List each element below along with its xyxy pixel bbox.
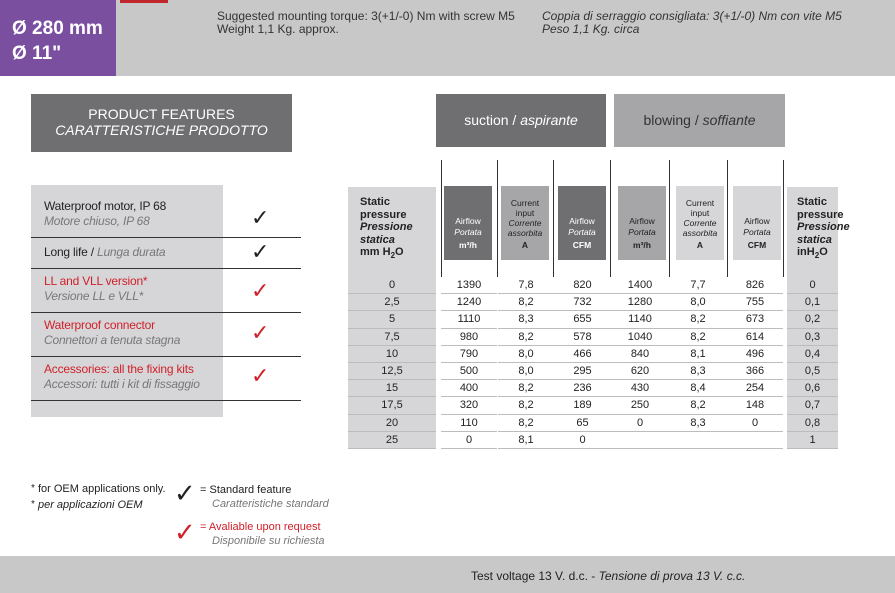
size-badge xyxy=(0,0,116,76)
cell-static-mm: 17,5 xyxy=(348,397,436,414)
request-check-icon: ✓ xyxy=(174,517,196,547)
feature-en: Long life / xyxy=(44,245,97,259)
request-legend-en: = Avaliable upon request xyxy=(200,521,321,533)
cell-static-in: 0,6 xyxy=(787,380,838,397)
cell-current-blowing: 7,7 xyxy=(669,277,727,294)
cell-airflow-cfm-suction: 236 xyxy=(554,380,611,397)
torque-en: Suggested mounting torque: 3(+1/-0) Nm with screw M5 xyxy=(217,9,515,23)
column-divider xyxy=(553,160,554,277)
feature-row xyxy=(31,313,301,357)
feature-it: Lunga durata xyxy=(96,245,166,259)
cell-static-mm: 2,5 xyxy=(348,294,436,311)
cell-airflow-m3h-suction: 790 xyxy=(441,346,497,363)
cell-airflow-m3h-suction: 500 xyxy=(441,363,497,380)
unit-sub: 2 xyxy=(814,251,820,261)
col-unit: m³/h xyxy=(633,240,651,250)
test-voltage-en: Test voltage 13 V. d.c. - xyxy=(471,569,599,583)
cell-static-in: 0,3 xyxy=(787,329,838,346)
standard-check-icon: ✓ xyxy=(174,478,196,508)
cell-current-blowing: 8,2 xyxy=(669,329,727,346)
cell-airflow-m3h-suction: 110 xyxy=(441,415,497,432)
cell-airflow-cfm-suction: 65 xyxy=(554,415,611,432)
oem-en: for OEM applications only. xyxy=(37,483,166,495)
table-row xyxy=(348,397,838,414)
feature-en: Waterproof connector xyxy=(44,318,155,332)
spec-italian xyxy=(542,10,842,36)
standard-legend-it: Caratteristiche standard xyxy=(212,498,329,510)
cell-current-suction: 8,1 xyxy=(498,432,554,449)
unit-part: inH xyxy=(797,246,815,258)
feature-en: LL and VLL version* xyxy=(44,274,148,288)
cell-airflow-m3h-blowing: 840 xyxy=(611,346,669,363)
col-label: input xyxy=(690,208,710,218)
test-voltage-it: Tensione di prova 13 V. c.c. xyxy=(598,569,746,583)
cell-airflow-cfm-suction: 655 xyxy=(554,311,611,328)
cell-airflow-cfm-suction: 820 xyxy=(554,277,611,294)
col-label: pressure xyxy=(360,208,407,221)
torque-it: Coppia di serraggio consigliata: 3(+1/-0) Nm con vite M5 xyxy=(542,9,842,23)
cell-airflow-cfm-blowing: 496 xyxy=(727,346,783,363)
col-label: statica xyxy=(360,233,395,246)
feature-row xyxy=(31,238,301,269)
cell-airflow-cfm-suction: 578 xyxy=(554,329,611,346)
cell-airflow-m3h-blowing: 620 xyxy=(611,363,669,380)
cell-airflow-m3h-suction: 0 xyxy=(441,432,497,449)
oem-it: per applicazioni OEM xyxy=(37,499,143,511)
unit-part: O xyxy=(395,246,404,258)
col-airflow-m3h-blowing xyxy=(618,186,666,260)
table-row xyxy=(348,380,838,397)
cell-airflow-cfm-blowing xyxy=(727,432,783,449)
col-label: Portata xyxy=(743,227,771,237)
cell-current-suction: 8,2 xyxy=(498,415,554,432)
cell-current-suction: 8,2 xyxy=(498,397,554,414)
blowing-it: soffiante xyxy=(702,112,756,128)
feature-en-line xyxy=(44,245,165,259)
cell-airflow-m3h-blowing: 250 xyxy=(611,397,669,414)
blowing-header xyxy=(614,94,785,147)
feature-row xyxy=(31,185,301,238)
col-label: Current xyxy=(685,198,715,208)
table-row xyxy=(348,311,838,328)
blowing-en: blowing / xyxy=(643,112,703,128)
feature-it: Motore chiuso, IP 68 xyxy=(44,214,150,228)
cell-current-blowing: 8,3 xyxy=(669,363,727,380)
cell-airflow-m3h-blowing: 1040 xyxy=(611,329,669,346)
cell-static-in: 0,7 xyxy=(787,397,838,414)
column-divider xyxy=(610,160,611,277)
col-unit: A xyxy=(521,240,529,250)
unit-part: mm H xyxy=(360,246,391,258)
request-check-icon: ✓ xyxy=(251,363,270,388)
cell-airflow-cfm-suction: 0 xyxy=(554,432,611,449)
cell-static-in: 0 xyxy=(787,277,838,294)
table-row xyxy=(348,363,838,380)
standard-check-icon: ✓ xyxy=(251,239,270,264)
table-row xyxy=(348,294,838,311)
col-label: Portata xyxy=(568,227,596,237)
col-label: Current xyxy=(510,198,540,208)
cell-airflow-cfm-blowing: 0 xyxy=(727,415,783,432)
features-title-it: CARATTERISTICHE PRODOTTO xyxy=(55,122,268,138)
col-label: Pressione xyxy=(797,221,850,233)
cell-current-blowing: 8,1 xyxy=(669,346,727,363)
col-label: assorbita xyxy=(682,228,718,238)
col-label: statica xyxy=(797,233,832,246)
cell-airflow-cfm-suction: 466 xyxy=(554,346,611,363)
suction-header xyxy=(436,94,606,147)
request-check-icon: ✓ xyxy=(251,320,270,345)
cell-airflow-cfm-blowing: 826 xyxy=(727,277,783,294)
col-label: Corrente xyxy=(683,218,717,228)
cell-current-suction: 8,2 xyxy=(498,294,554,311)
col-static-pressure-mm xyxy=(348,187,436,277)
col-label: Portata xyxy=(628,227,656,237)
cell-current-blowing: 8,2 xyxy=(669,311,727,328)
col-label: input xyxy=(515,208,535,218)
feature-en: Accessories: all the fixing kits xyxy=(44,362,194,376)
table-row xyxy=(348,329,838,346)
column-divider xyxy=(497,160,498,277)
table-row xyxy=(348,277,838,294)
cell-static-in: 0,2 xyxy=(787,311,838,328)
cell-airflow-m3h-suction: 1240 xyxy=(441,294,497,311)
column-divider xyxy=(441,160,442,277)
standard-legend-en: = Standard feature xyxy=(200,484,292,496)
cell-airflow-cfm-blowing: 148 xyxy=(727,397,783,414)
features-title xyxy=(31,94,292,152)
cell-airflow-m3h-suction: 980 xyxy=(441,329,497,346)
col-unit: A xyxy=(696,240,704,250)
col-label: assorbita xyxy=(507,228,543,238)
features-title-en: PRODUCT FEATURES xyxy=(88,106,235,122)
col-label: Corrente xyxy=(508,218,542,228)
cell-current-suction: 8,3 xyxy=(498,311,554,328)
col-static-pressure-in xyxy=(787,187,850,277)
cell-current-blowing xyxy=(669,432,727,449)
oem-note-en xyxy=(31,482,166,496)
cell-current-blowing: 8,3 xyxy=(669,415,727,432)
col-airflow-m3h-suction xyxy=(444,186,492,260)
cell-airflow-m3h-blowing: 1400 xyxy=(611,277,669,294)
col-label: pressure xyxy=(797,208,844,221)
column-divider xyxy=(669,160,670,277)
col-label: Airflow xyxy=(569,216,595,226)
request-check-icon: ✓ xyxy=(251,278,270,303)
asterisk: * xyxy=(31,499,35,510)
cell-static-in: 0,1 xyxy=(787,294,838,311)
cell-static-mm: 5 xyxy=(348,311,436,328)
cell-airflow-m3h-suction: 1110 xyxy=(441,311,497,328)
cell-static-in: 1 xyxy=(787,432,838,449)
suction-it: aspirante xyxy=(520,112,578,128)
table-row xyxy=(348,346,838,363)
cell-airflow-m3h-blowing: 0 xyxy=(611,415,669,432)
cell-static-in: 0,5 xyxy=(787,363,838,380)
size-mm: Ø 280 mm xyxy=(12,18,103,39)
table-row xyxy=(348,432,838,449)
col-label: Airflow xyxy=(455,216,481,226)
cell-airflow-m3h-blowing xyxy=(611,432,669,449)
col-label: Pressione xyxy=(360,221,413,233)
asterisk: * xyxy=(31,483,35,494)
standard-check-icon: ✓ xyxy=(251,205,270,230)
cell-airflow-cfm-suction: 295 xyxy=(554,363,611,380)
col-current-suction xyxy=(501,186,549,260)
col-airflow-cfm-blowing xyxy=(733,186,781,260)
cell-static-mm: 7,5 xyxy=(348,329,436,346)
cell-current-suction: 8,2 xyxy=(498,329,554,346)
col-unit xyxy=(797,246,838,263)
col-unit: CFM xyxy=(747,240,767,250)
unit-part: O xyxy=(819,246,828,258)
col-label: Static xyxy=(360,196,390,208)
weight-en: Weight 1,1 Kg. approx. xyxy=(217,22,339,36)
col-label: Airflow xyxy=(744,216,770,226)
feature-en: Waterproof motor, IP 68 xyxy=(44,199,167,213)
cell-airflow-m3h-suction: 400 xyxy=(441,380,497,397)
col-unit: CFM xyxy=(572,240,592,250)
cell-current-suction: 8,2 xyxy=(498,380,554,397)
cell-static-in: 0,4 xyxy=(787,346,838,363)
cell-airflow-cfm-blowing: 254 xyxy=(727,380,783,397)
col-unit: m³/h xyxy=(459,240,477,250)
cell-static-mm: 0 xyxy=(348,277,436,294)
column-divider xyxy=(783,160,784,277)
column-divider xyxy=(727,160,728,277)
cell-static-mm: 25 xyxy=(348,432,436,449)
col-label: Portata xyxy=(454,227,482,237)
feature-row xyxy=(31,357,301,401)
cell-static-mm: 20 xyxy=(348,415,436,432)
cell-current-blowing: 8,0 xyxy=(669,294,727,311)
cell-airflow-m3h-blowing: 1140 xyxy=(611,311,669,328)
cell-airflow-cfm-blowing: 614 xyxy=(727,329,783,346)
cell-airflow-m3h-suction: 320 xyxy=(441,397,497,414)
cell-airflow-cfm-blowing: 366 xyxy=(727,363,783,380)
feature-it: Accessori: tutti i kit di fissaggio xyxy=(44,377,200,391)
cell-static-mm: 12,5 xyxy=(348,363,436,380)
cell-airflow-cfm-suction: 189 xyxy=(554,397,611,414)
oem-note-it xyxy=(31,498,143,512)
cell-current-blowing: 8,4 xyxy=(669,380,727,397)
weight-it: Peso 1,1 Kg. circa xyxy=(542,22,640,36)
footer-bar xyxy=(0,556,895,593)
cell-airflow-m3h-blowing: 430 xyxy=(611,380,669,397)
cell-current-suction: 8,0 xyxy=(498,363,554,380)
spec-english xyxy=(217,10,515,36)
request-legend-it: Disponibile su richiesta xyxy=(212,535,325,547)
col-label: Airflow xyxy=(629,216,655,226)
cell-static-mm: 15 xyxy=(348,380,436,397)
cell-airflow-m3h-suction: 1390 xyxy=(441,277,497,294)
feature-it: Connettori a tenuta stagna xyxy=(44,333,181,347)
col-current-blowing xyxy=(676,186,724,260)
cell-static-mm: 10 xyxy=(348,346,436,363)
col-airflow-cfm-suction xyxy=(558,186,606,260)
test-voltage xyxy=(471,569,745,583)
cell-static-in: 0,8 xyxy=(787,415,838,432)
suction-en: suction / xyxy=(464,112,521,128)
table-row xyxy=(348,415,838,432)
cell-airflow-cfm-suction: 732 xyxy=(554,294,611,311)
col-label: Static xyxy=(797,196,827,208)
cell-current-suction: 7,8 xyxy=(498,277,554,294)
feature-row xyxy=(31,269,301,313)
unit-sub: 2 xyxy=(390,251,396,261)
cell-airflow-cfm-blowing: 755 xyxy=(727,294,783,311)
feature-it: Versione LL e VLL* xyxy=(44,289,144,303)
cell-airflow-m3h-blowing: 1280 xyxy=(611,294,669,311)
size-inch: Ø 11" xyxy=(12,43,62,64)
cell-airflow-cfm-blowing: 673 xyxy=(727,311,783,328)
accent-bar xyxy=(120,0,168,3)
cell-current-blowing: 8,2 xyxy=(669,397,727,414)
cell-current-suction: 8,0 xyxy=(498,346,554,363)
col-unit xyxy=(360,246,436,263)
